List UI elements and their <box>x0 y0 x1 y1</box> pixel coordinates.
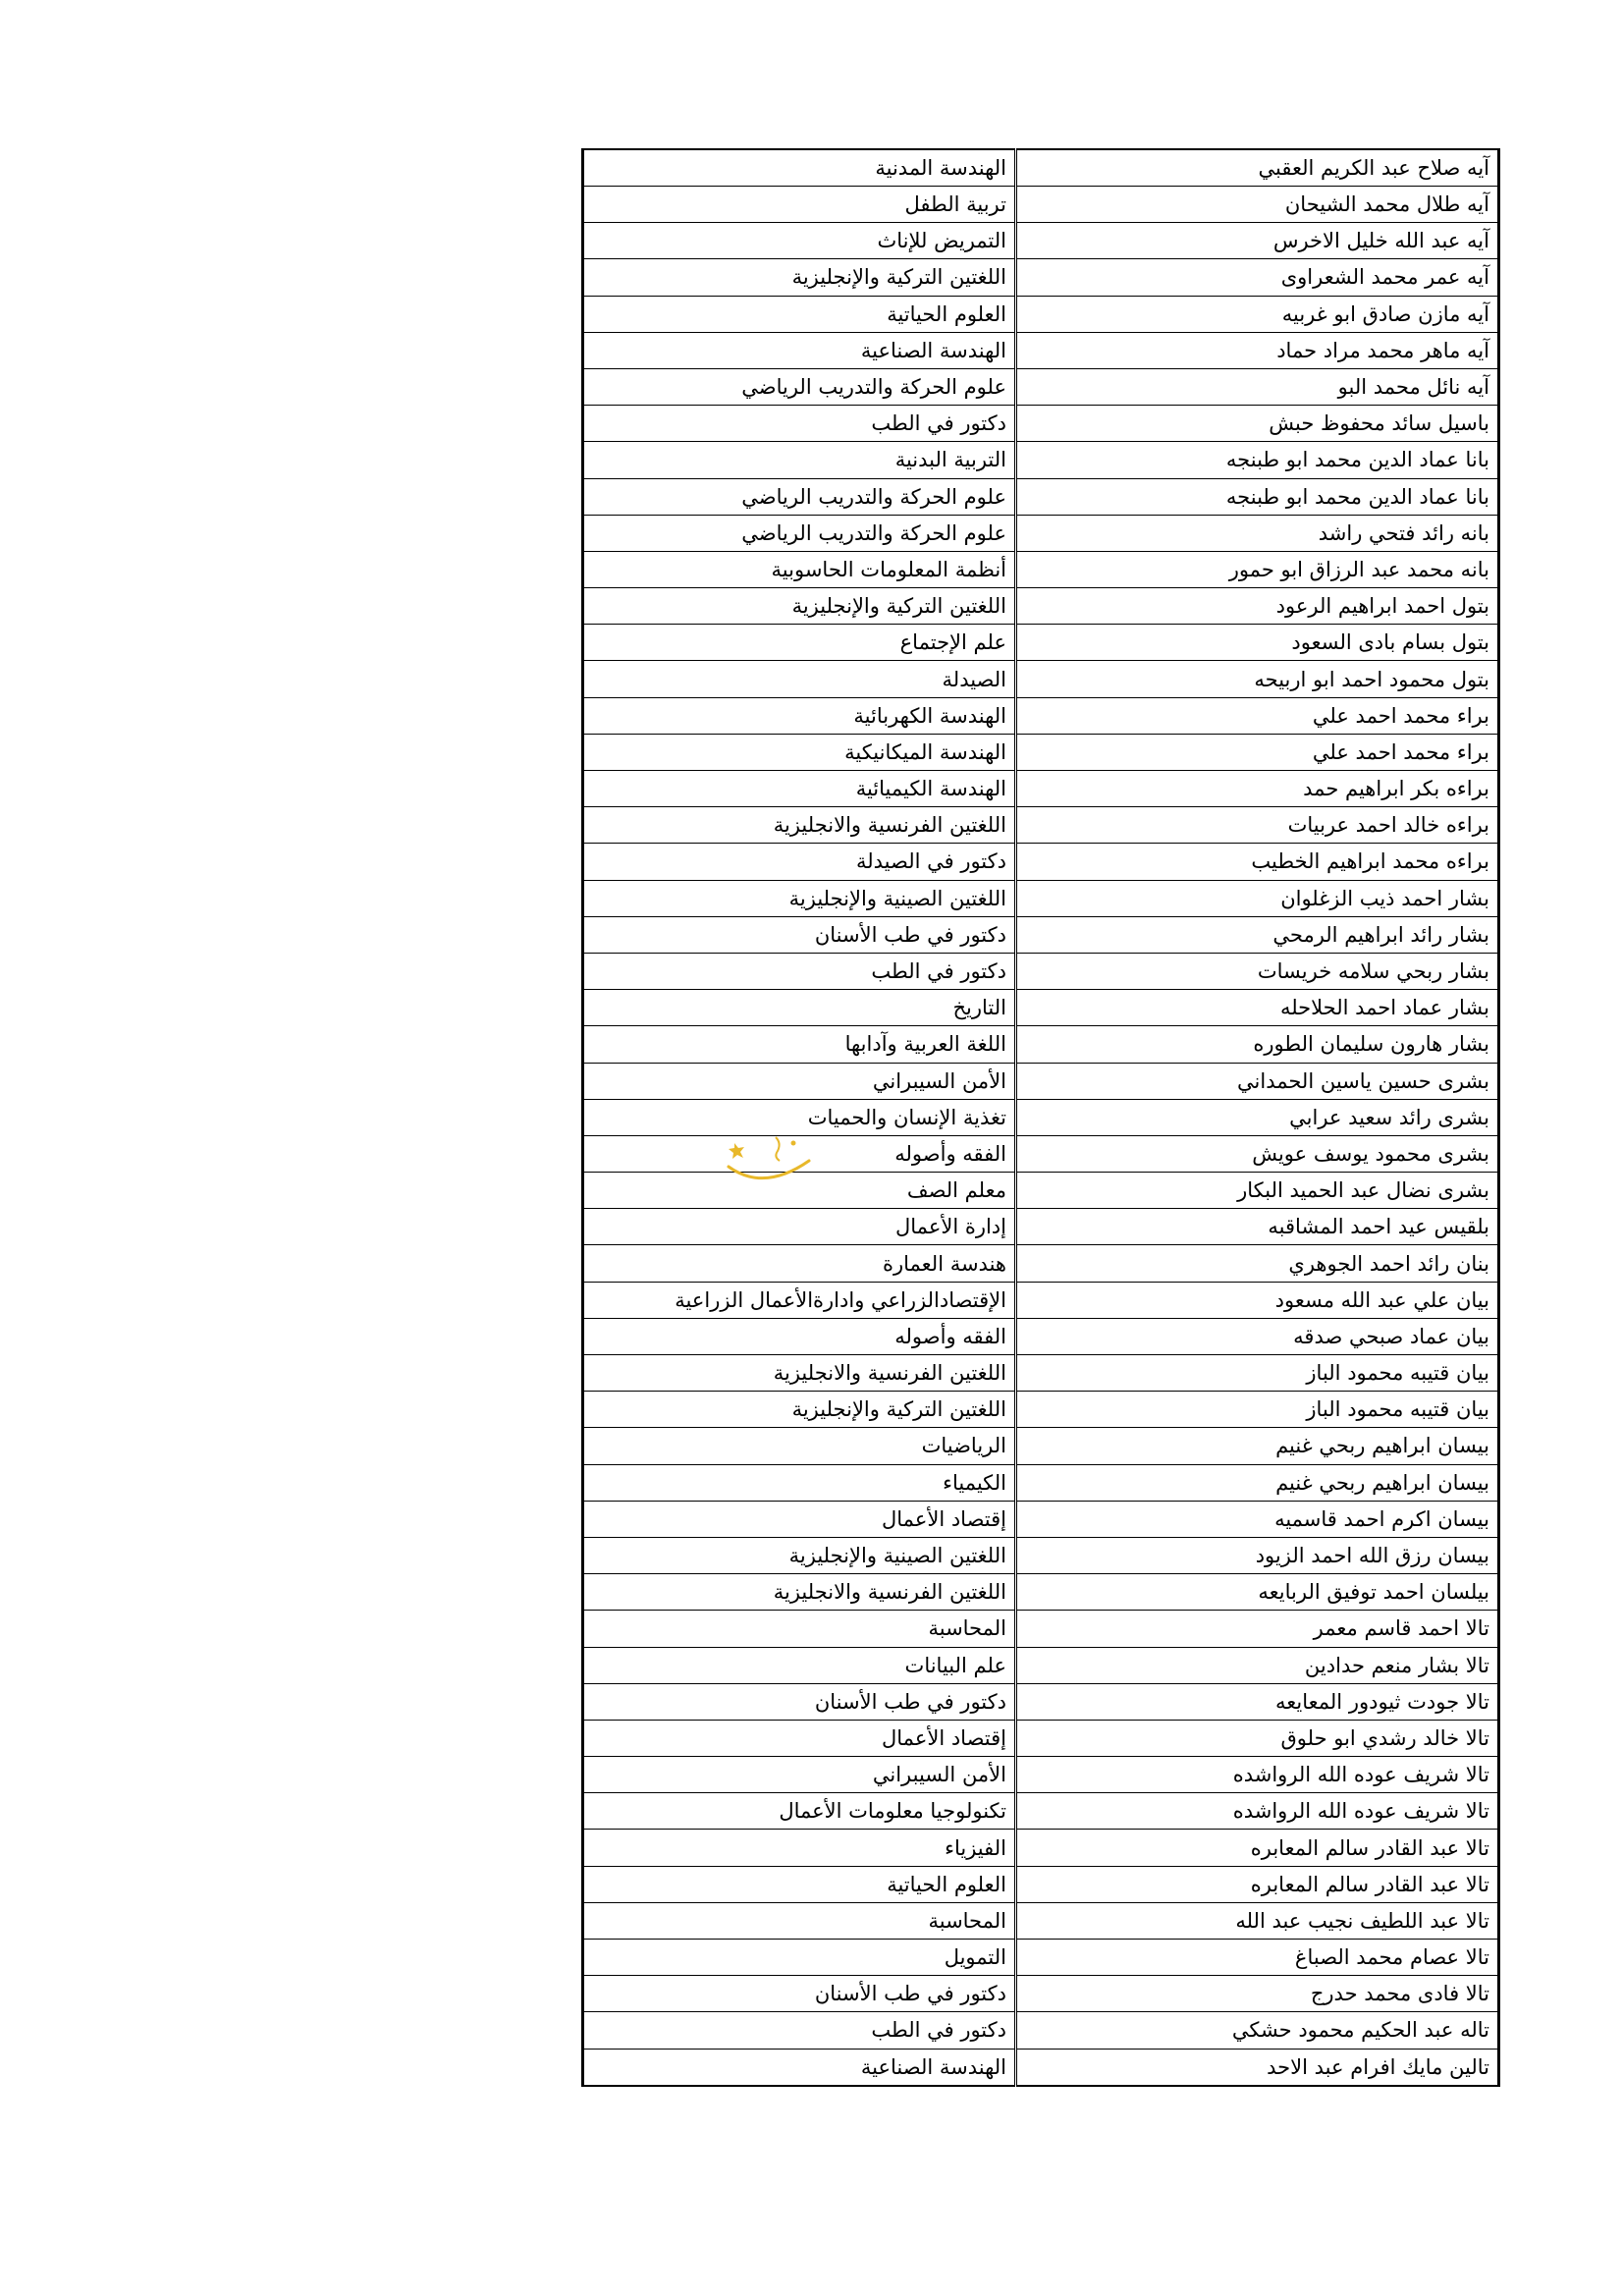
major-cell: العلوم الحياتية <box>583 296 1016 332</box>
table-row <box>583 2049 1499 2086</box>
student-name-cell: براءه بكر ابراهيم حمد <box>1016 771 1499 807</box>
table-row <box>583 1720 1499 1756</box>
table-row <box>583 2012 1499 2049</box>
table-row <box>583 880 1499 916</box>
major-cell: إقتصاد الأعمال <box>583 1501 1016 1537</box>
student-name-cell: تالا بشار منعم حدادين <box>1016 1647 1499 1683</box>
student-name-cell: بشرى نضال عبد الحميد البكار <box>1016 1173 1499 1209</box>
student-name-cell: تالين مايك افرام عبد الاحد <box>1016 2049 1499 2086</box>
major-cell: دكتور في طب الأسنان <box>583 916 1016 953</box>
table-row <box>583 1464 1499 1501</box>
table-row <box>583 1793 1499 1830</box>
student-name-cell: براء محمد احمد علي <box>1016 734 1499 770</box>
major-cell: الرياضيات <box>583 1428 1016 1464</box>
major-cell: المحاسبة <box>583 1902 1016 1939</box>
table-row <box>583 990 1499 1026</box>
student-name-cell: آيه نائل محمد البو <box>1016 368 1499 405</box>
table-row <box>583 953 1499 989</box>
student-name-cell: بشرى حسين ياسين الحمداني <box>1016 1063 1499 1099</box>
table-row <box>583 1940 1499 1976</box>
major-cell: إدارة الأعمال <box>583 1209 1016 1245</box>
table-row <box>583 1355 1499 1392</box>
major-cell: الأمن السيبراني <box>583 1063 1016 1099</box>
student-name-cell: براءه محمد ابراهيم الخطيب <box>1016 844 1499 880</box>
table-row <box>583 332 1499 368</box>
student-name-cell: تاله عبد الحكيم محمود حشكي <box>1016 2012 1499 2049</box>
table-row <box>583 478 1499 515</box>
student-name-cell: بيان قتيبه محمود الباز <box>1016 1392 1499 1428</box>
student-name-cell: بيان قتيبه محمود الباز <box>1016 1355 1499 1392</box>
table-row <box>583 734 1499 770</box>
major-cell: التمريض للإناث <box>583 223 1016 259</box>
student-name-cell: تالا خالد رشدي ابو حلوق <box>1016 1720 1499 1756</box>
student-name-cell: بشار احمد ذيب الزغلوان <box>1016 880 1499 916</box>
table-row <box>583 149 1499 187</box>
major-cell: اللغتين التركية والإنجليزية <box>583 588 1016 625</box>
student-name-cell: بشرى رائد سعيد عرابي <box>1016 1099 1499 1135</box>
major-cell: هندسة العمارة <box>583 1245 1016 1282</box>
student-name-cell: بيسان ابراهيم ربحي غنيم <box>1016 1464 1499 1501</box>
student-name-cell: بيسان ابراهيم ربحي غنيم <box>1016 1428 1499 1464</box>
table-row <box>583 1683 1499 1720</box>
major-cell: علوم الحركة والتدريب الرياضي <box>583 368 1016 405</box>
student-name-cell: بانه محمد عبد الرزاق ابو حمور <box>1016 551 1499 587</box>
student-name-cell: تالا جودت ثيودور المعايعه <box>1016 1683 1499 1720</box>
student-name-cell: بيسان اكرم احمد قاسميه <box>1016 1501 1499 1537</box>
major-cell: التمويل <box>583 1940 1016 1976</box>
student-name-cell: بيلسان احمد توفيق الربايعه <box>1016 1574 1499 1611</box>
major-cell: الهندسة الميكانيكية <box>583 734 1016 770</box>
student-name-cell: آيه عبد الله خليل الاخرس <box>1016 223 1499 259</box>
table-row <box>583 661 1499 697</box>
table-row <box>583 1537 1499 1573</box>
major-cell: الهندسة الصناعية <box>583 2049 1016 2086</box>
table-row <box>583 1135 1499 1172</box>
table-row <box>583 1501 1499 1537</box>
major-cell: إقتصاد الأعمال <box>583 1720 1016 1756</box>
major-cell: تغذية الإنسان والحميات <box>583 1099 1016 1135</box>
major-cell: الأمن السيبراني <box>583 1757 1016 1793</box>
table-row <box>583 1830 1499 1866</box>
table-row <box>583 697 1499 734</box>
table-row <box>583 223 1499 259</box>
table-row <box>583 406 1499 442</box>
table-row <box>583 1574 1499 1611</box>
student-name-cell: آيه ماهر محمد مراد حماد <box>1016 332 1499 368</box>
table-row <box>583 1282 1499 1318</box>
major-cell: الفقه وأصوله <box>583 1318 1016 1354</box>
major-cell: التاريخ <box>583 990 1016 1026</box>
student-name-cell: بيان علي عبد الله مسعود <box>1016 1282 1499 1318</box>
table-row <box>583 1428 1499 1464</box>
student-name-cell: تالا عبد القادر سالم المعابره <box>1016 1830 1499 1866</box>
major-cell: تربية الطفل <box>583 187 1016 223</box>
student-name-cell: بيان عماد صبحي صدقه <box>1016 1318 1499 1354</box>
major-cell: الفيزياء <box>583 1830 1016 1866</box>
major-cell: الهندسة الصناعية <box>583 332 1016 368</box>
major-cell: معلم الصف <box>583 1173 1016 1209</box>
major-cell: اللغتين الصينية والإنجليزية <box>583 880 1016 916</box>
major-cell: دكتور في الطب <box>583 2012 1016 2049</box>
table-row <box>583 1209 1499 1245</box>
major-cell: علوم الحركة والتدريب الرياضي <box>583 478 1016 515</box>
student-name-cell: بشرى محمود يوسف عويش <box>1016 1135 1499 1172</box>
student-name-cell: بلقيس عيد احمد المشاقبه <box>1016 1209 1499 1245</box>
major-cell: علم الإجتماع <box>583 625 1016 661</box>
student-name-cell: بانا عماد الدين محمد ابو طبنجه <box>1016 442 1499 478</box>
table-row <box>583 844 1499 880</box>
table-row <box>583 1318 1499 1354</box>
table-row <box>583 1976 1499 2012</box>
major-cell: اللغتين التركية والإنجليزية <box>583 259 1016 296</box>
student-name-cell: بتول بسام بادى السعود <box>1016 625 1499 661</box>
major-cell: دكتور في طب الأسنان <box>583 1683 1016 1720</box>
table-row <box>583 551 1499 587</box>
major-cell: الهندسة الكهربائية <box>583 697 1016 734</box>
student-name-cell: بيسان رزق الله احمد الزيود <box>1016 1537 1499 1573</box>
roster-body <box>583 149 1499 2086</box>
major-cell: تكنولوجيا معلومات الأعمال <box>583 1793 1016 1830</box>
student-name-cell: تالا عصام محمد الصباغ <box>1016 1940 1499 1976</box>
major-cell: اللغتين التركية والإنجليزية <box>583 1392 1016 1428</box>
table-row <box>583 368 1499 405</box>
table-row <box>583 1173 1499 1209</box>
student-name-cell: تالا احمد قاسم معمر <box>1016 1611 1499 1647</box>
student-name-cell: تالا عبد اللطيف نجيب عبد الله <box>1016 1902 1499 1939</box>
major-cell: الهندسة المدنية <box>583 149 1016 187</box>
major-cell: اللغتين الفرنسية والانجليزية <box>583 1574 1016 1611</box>
student-name-cell: بانه رائد فتحي راشد <box>1016 515 1499 551</box>
student-name-cell: باسيل سائد محفوظ حبش <box>1016 406 1499 442</box>
major-cell: علوم الحركة والتدريب الرياضي <box>583 515 1016 551</box>
major-cell: أنظمة المعلومات الحاسوبية <box>583 551 1016 587</box>
major-cell: التربية البدنية <box>583 442 1016 478</box>
table-row <box>583 1866 1499 1902</box>
major-cell: اللغتين الفرنسية والانجليزية <box>583 807 1016 844</box>
student-name-cell: بشار ربحي سلامه خريسات <box>1016 953 1499 989</box>
student-name-cell: بتول احمد ابراهيم الرعود <box>1016 588 1499 625</box>
student-name-cell: تالا شريف عوده الله الرواشده <box>1016 1793 1499 1830</box>
student-name-cell: بانا عماد الدين محمد ابو طبنجه <box>1016 478 1499 515</box>
major-cell: اللغة العربية وآدابها <box>583 1026 1016 1063</box>
table-row <box>583 442 1499 478</box>
major-cell: الإقتصادالزراعي وادارةالأعمال الزراعية <box>583 1282 1016 1318</box>
student-name-cell: تالا فادى محمد حدرج <box>1016 1976 1499 2012</box>
student-name-cell: بنان رائد احمد الجوهري <box>1016 1245 1499 1282</box>
table-row <box>583 1392 1499 1428</box>
major-cell: دكتور في الطب <box>583 406 1016 442</box>
table-row <box>583 1063 1499 1099</box>
student-name-cell: تالا عبد القادر سالم المعابره <box>1016 1866 1499 1902</box>
major-cell: دكتور في الصيدلة <box>583 844 1016 880</box>
major-cell: المحاسبة <box>583 1611 1016 1647</box>
table-row <box>583 1647 1499 1683</box>
student-name-cell: بشار عماد احمد الحلاحله <box>1016 990 1499 1026</box>
table-row <box>583 1902 1499 1939</box>
table-row <box>583 1099 1499 1135</box>
table-row <box>583 807 1499 844</box>
student-name-cell: تالا شريف عوده الله الرواشده <box>1016 1757 1499 1793</box>
major-cell: الكيمياء <box>583 1464 1016 1501</box>
student-name-cell: آيه مازن صادق ابو غربيه <box>1016 296 1499 332</box>
major-cell: الصيدلة <box>583 661 1016 697</box>
student-name-cell: بشار هارون سليمان الطوره <box>1016 1026 1499 1063</box>
student-name-cell: آيه صلاح عبد الكريم العقبي <box>1016 149 1499 187</box>
table-row <box>583 588 1499 625</box>
student-name-cell: براء محمد احمد علي <box>1016 697 1499 734</box>
table-row <box>583 771 1499 807</box>
student-roster-table <box>581 148 1500 2087</box>
major-cell: دكتور في الطب <box>583 953 1016 989</box>
table-row <box>583 1757 1499 1793</box>
major-cell: اللغتين الفرنسية والانجليزية <box>583 1355 1016 1392</box>
table-row <box>583 1026 1499 1063</box>
student-name-cell: بشار رائد ابراهيم الرمحي <box>1016 916 1499 953</box>
table-row <box>583 625 1499 661</box>
table-row <box>583 1245 1499 1282</box>
table-row <box>583 187 1499 223</box>
table-row <box>583 916 1499 953</box>
table-row <box>583 296 1499 332</box>
student-name-cell: آيه طلال محمد الشيحان <box>1016 187 1499 223</box>
student-name-cell: براءه خالد احمد عربيات <box>1016 807 1499 844</box>
table-row <box>583 259 1499 296</box>
student-name-cell: بتول محمود احمد ابو اربيحه <box>1016 661 1499 697</box>
major-cell: العلوم الحياتية <box>583 1866 1016 1902</box>
table-row <box>583 1611 1499 1647</box>
major-cell: اللغتين الصينية والإنجليزية <box>583 1537 1016 1573</box>
major-cell: دكتور في طب الأسنان <box>583 1976 1016 2012</box>
table-row <box>583 515 1499 551</box>
student-name-cell: آيه عمر محمد الشعراوى <box>1016 259 1499 296</box>
major-cell: الهندسة الكيميائية <box>583 771 1016 807</box>
major-cell: علم البيانات <box>583 1647 1016 1683</box>
major-cell: الفقه وأصوله <box>583 1135 1016 1172</box>
